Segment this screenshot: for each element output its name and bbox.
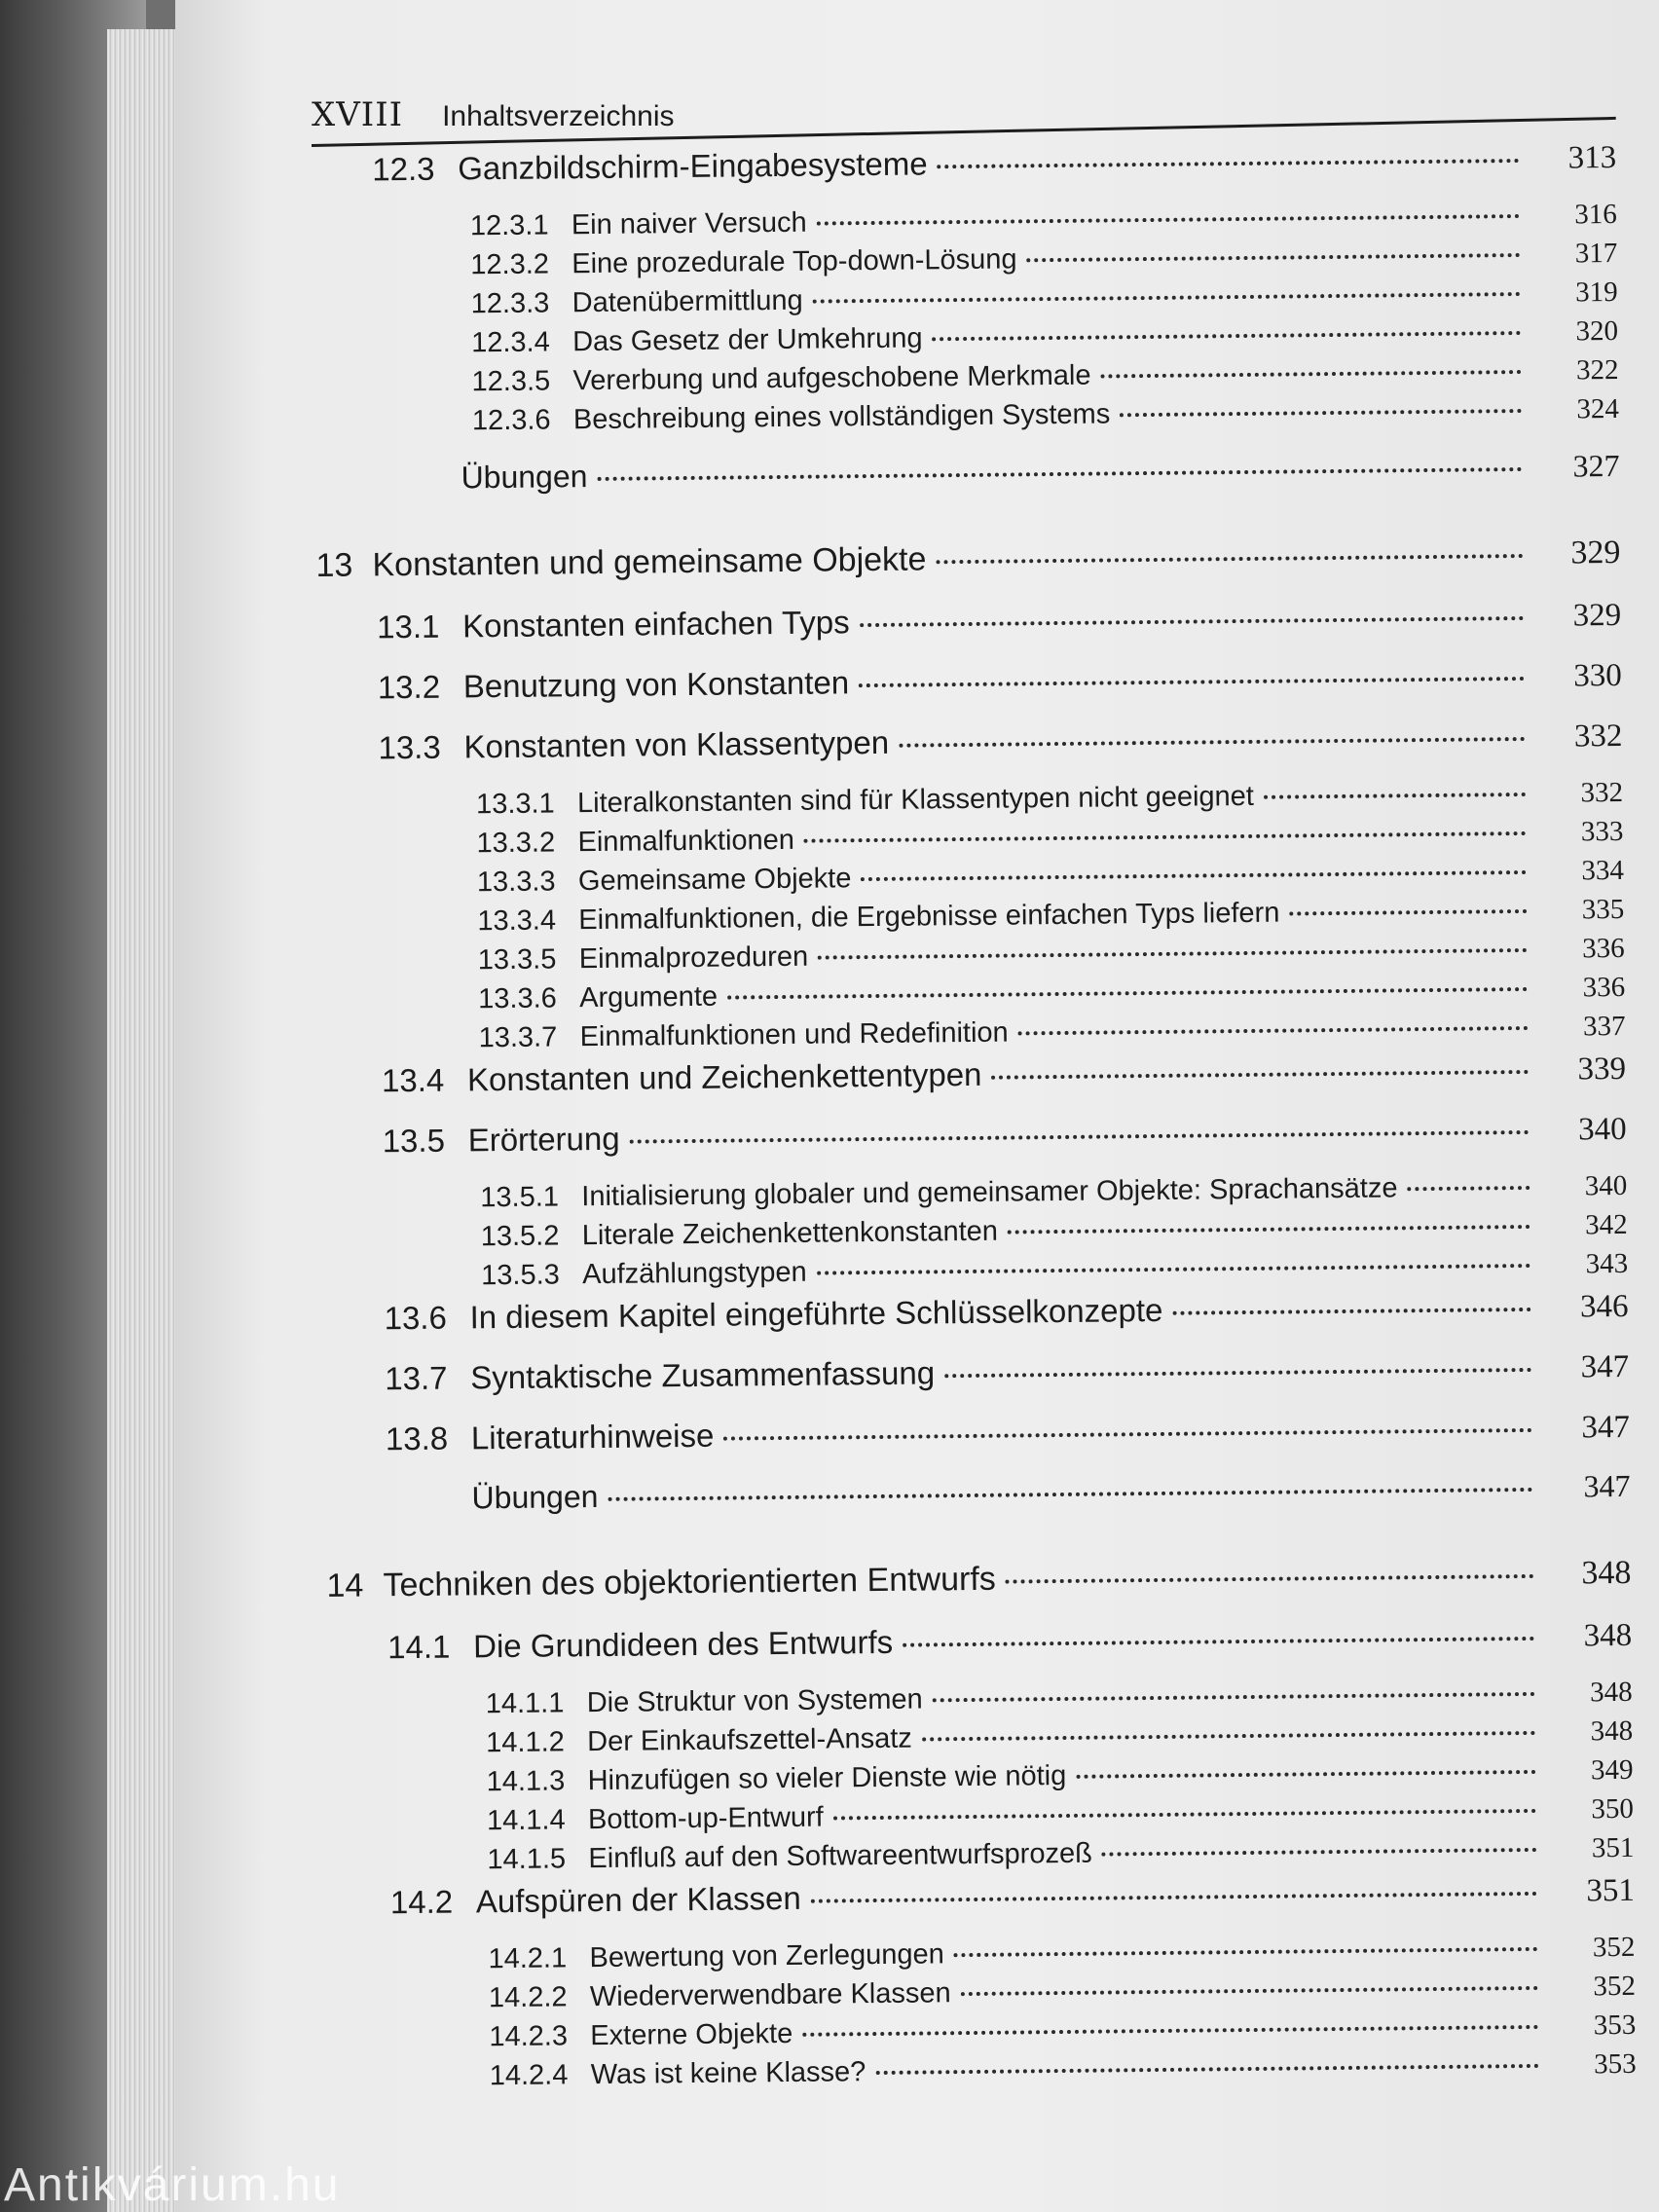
dot-leader bbox=[933, 331, 1522, 341]
entry-number: 13.3.7 bbox=[478, 1021, 558, 1054]
entry-title: Einmalprozeduren bbox=[578, 940, 809, 976]
entry-page: 350 bbox=[1591, 1792, 1635, 1825]
entry-number: 13.7 bbox=[385, 1359, 448, 1397]
dot-leader bbox=[1101, 370, 1522, 379]
entry-page: 346 bbox=[1579, 1288, 1629, 1325]
book-page bbox=[175, 0, 1659, 2212]
entry-page: 347 bbox=[1581, 1409, 1631, 1446]
dot-leader bbox=[817, 1264, 1530, 1275]
entry-title: Die Grundideen des Entwurfs bbox=[472, 1623, 894, 1665]
watermark: Antikvárium.hu bbox=[4, 2159, 341, 2211]
entry-title: Syntaktische Zusammenfassung bbox=[470, 1354, 936, 1396]
entry-title: Aufzählungstypen bbox=[581, 1256, 807, 1291]
chapter-number: 14 bbox=[326, 1567, 364, 1604]
entry-title: Externe Objekte bbox=[590, 2017, 793, 2052]
entry-title: Datenübermittlung bbox=[571, 284, 803, 319]
dot-leader bbox=[1076, 1770, 1535, 1779]
entry-page: 313 bbox=[1567, 139, 1617, 176]
dot-leader bbox=[1172, 1308, 1530, 1315]
entry-title: Einmalfunktionen und Redefinition bbox=[579, 1016, 1009, 1053]
entry-number: 14.1.5 bbox=[487, 1843, 567, 1876]
entry-page: 340 bbox=[1584, 1169, 1628, 1202]
entry-title: Ganzbildschirm-Eingabesysteme bbox=[458, 145, 928, 187]
dot-leader bbox=[922, 1731, 1535, 1742]
dot-leader bbox=[802, 2025, 1538, 2037]
entry-number: 13.6 bbox=[384, 1299, 448, 1337]
dot-leader bbox=[861, 870, 1527, 881]
entry-page: 343 bbox=[1585, 1247, 1629, 1280]
entry-page: 333 bbox=[1580, 815, 1624, 848]
toc-entry-exercises bbox=[314, 448, 1620, 522]
entry-page: 337 bbox=[1582, 1010, 1626, 1043]
entry-number: 14.1.4 bbox=[486, 1804, 566, 1837]
entry-number: 14.2.1 bbox=[488, 1942, 568, 1975]
entry-number: 13.3 bbox=[378, 728, 441, 766]
dot-leader bbox=[1027, 253, 1521, 262]
entry-title: Konstanten von Klassentypen bbox=[463, 723, 890, 765]
entry-title: Argumente bbox=[579, 980, 719, 1014]
dot-leader bbox=[938, 159, 1520, 168]
dot-leader bbox=[899, 737, 1525, 748]
entry-title: Bottom-up-Entwurf bbox=[587, 1801, 824, 1836]
dot-leader bbox=[811, 1892, 1537, 1903]
entry-number: 13.5 bbox=[382, 1122, 446, 1160]
entry-number: 12.3.3 bbox=[470, 287, 550, 320]
entry-title: Wiederverwendbare Klassen bbox=[589, 1977, 951, 2013]
dot-leader bbox=[630, 1130, 1530, 1144]
entry-page: 352 bbox=[1592, 1931, 1636, 1964]
dot-leader bbox=[1408, 1186, 1530, 1191]
entry-title: Konstanten und Zeichenkettentypen bbox=[466, 1055, 982, 1098]
entry-page: 322 bbox=[1575, 353, 1619, 387]
entry-page: 332 bbox=[1580, 776, 1624, 809]
entry-page: 351 bbox=[1591, 1831, 1635, 1864]
entry-page: 349 bbox=[1590, 1753, 1634, 1787]
entry-number: 12.3.1 bbox=[469, 209, 549, 242]
entry-title: Initialisierung globaler und gemeinsamer Objekte: Sprachansätze bbox=[581, 1172, 1398, 1213]
entry-number: 14.2.2 bbox=[488, 1981, 568, 2014]
entry-title: Eine prozedurale Top-down-Lösung bbox=[571, 243, 1017, 280]
dot-leader bbox=[936, 554, 1523, 564]
page-number: XVIII bbox=[312, 95, 404, 134]
entry-number: 13.3.2 bbox=[476, 827, 556, 860]
entry-number: 12.3 bbox=[372, 150, 435, 188]
entry-number: 13.4 bbox=[381, 1061, 445, 1099]
entry-number: 13.3.6 bbox=[478, 982, 557, 1015]
entry-number: 12.3.4 bbox=[470, 326, 550, 359]
entry-page: 324 bbox=[1576, 392, 1620, 425]
dot-leader bbox=[944, 1368, 1531, 1378]
chapter-title: Techniken des objektorientierten Entwurfs bbox=[383, 1560, 997, 1604]
dot-leader bbox=[817, 214, 1520, 226]
entry-page: 329 bbox=[1572, 597, 1622, 634]
entry-number: 13.5.3 bbox=[480, 1259, 560, 1292]
dot-leader bbox=[804, 831, 1527, 843]
dot-leader bbox=[961, 1986, 1538, 1996]
entry-number: 14.1 bbox=[387, 1628, 451, 1666]
page-header bbox=[312, 95, 1616, 134]
entry-title: Was ist keine Klasse? bbox=[590, 2056, 866, 2091]
dot-leader bbox=[1018, 1026, 1529, 1035]
entry-page: 351 bbox=[1586, 1872, 1636, 1909]
entry-page: 347 bbox=[1580, 1348, 1630, 1385]
dot-leader bbox=[1006, 1574, 1534, 1584]
toc-entry-exercises bbox=[325, 1468, 1631, 1542]
chapter-title: Konstanten und gemeinsame Objekte bbox=[372, 540, 927, 584]
entry-page: 347 bbox=[1583, 1467, 1631, 1504]
dot-leader bbox=[608, 1488, 1532, 1501]
dot-leader bbox=[833, 1809, 1536, 1821]
entry-number: 12.3.6 bbox=[471, 404, 551, 437]
entry-page: 340 bbox=[1577, 1111, 1627, 1148]
entry-page: 348 bbox=[1590, 1714, 1634, 1748]
dot-leader bbox=[903, 1637, 1534, 1647]
entry-page: 316 bbox=[1574, 198, 1617, 231]
entry-number: 13.3.3 bbox=[476, 866, 556, 899]
entry-title: Ein naiver Versuch bbox=[571, 206, 807, 241]
dot-leader bbox=[1120, 409, 1522, 417]
entry-title: Konstanten einfachen Typs bbox=[461, 604, 850, 645]
table-of-contents bbox=[312, 132, 1637, 2101]
entry-number: 13.5.1 bbox=[480, 1181, 560, 1214]
entry-number: 13.5.2 bbox=[480, 1220, 560, 1253]
entry-title: Übungen bbox=[461, 459, 588, 496]
entry-page: 348 bbox=[1583, 1617, 1633, 1654]
dot-leader bbox=[1264, 793, 1526, 799]
dot-leader bbox=[813, 292, 1521, 304]
entry-number: 13.8 bbox=[385, 1419, 449, 1457]
entry-number: 13.3.5 bbox=[477, 943, 557, 977]
dot-leader bbox=[727, 987, 1528, 1000]
entry-title: Literaturhinweise bbox=[470, 1417, 715, 1456]
entry-number: 13.3.4 bbox=[477, 904, 557, 938]
dot-leader bbox=[723, 1428, 1532, 1441]
entry-page: 348 bbox=[1590, 1676, 1633, 1709]
entry-title: Hinzufügen so vieler Dienste wie nötig bbox=[587, 1759, 1067, 1797]
entry-title: Gemeinsame Objekte bbox=[577, 863, 852, 898]
entry-page: 332 bbox=[1573, 718, 1623, 755]
running-title: Inhaltsverzeichnis bbox=[442, 100, 675, 132]
dot-leader bbox=[860, 616, 1524, 627]
entry-number: 14.2 bbox=[389, 1883, 454, 1921]
entry-page: 335 bbox=[1581, 893, 1625, 926]
entry-page: 353 bbox=[1593, 2009, 1637, 2042]
dot-leader bbox=[991, 1070, 1529, 1080]
entry-number: 12.3.5 bbox=[471, 365, 551, 398]
dot-leader bbox=[1008, 1225, 1530, 1235]
entry-page: 352 bbox=[1593, 1970, 1637, 2003]
entry-page: 327 bbox=[1572, 447, 1620, 484]
entry-title: Benutzung von Konstanten bbox=[462, 664, 850, 705]
dot-leader bbox=[954, 1947, 1538, 1957]
entry-number: 14.1.3 bbox=[486, 1765, 566, 1798]
entry-title: Erörterung bbox=[467, 1120, 620, 1159]
dot-leader bbox=[597, 467, 1522, 481]
entry-page: 342 bbox=[1585, 1208, 1628, 1241]
entry-page: 339 bbox=[1577, 1051, 1627, 1088]
entry-page: 320 bbox=[1575, 314, 1619, 348]
dot-leader bbox=[818, 948, 1528, 960]
entry-page: 353 bbox=[1594, 2047, 1637, 2081]
entry-title: Bewertung von Zerlegungen bbox=[589, 1938, 945, 1974]
entry-title: In diesem Kapitel eingeführte Schlüsselkonzepte bbox=[469, 1291, 1163, 1336]
entry-title: Beschreibung eines vollständigen Systems bbox=[572, 398, 1111, 436]
entry-title: Literalkonstanten sind für Klassentypen nicht geeignet bbox=[576, 780, 1255, 820]
dot-leader bbox=[933, 1692, 1535, 1702]
entry-title: Einfluß auf den Softwareentwurfsprozeß bbox=[588, 1837, 1093, 1875]
entry-number: 13.3.1 bbox=[475, 788, 555, 821]
entry-page: 336 bbox=[1582, 971, 1626, 1004]
entry-page: 330 bbox=[1573, 657, 1622, 694]
entry-title: Literale Zeichenkettenkonstanten bbox=[581, 1215, 999, 1252]
entry-number: 13.2 bbox=[377, 668, 441, 706]
entry-number: 14.2.4 bbox=[489, 2059, 569, 2092]
entry-page: 334 bbox=[1581, 854, 1625, 887]
entry-number: 14.2.3 bbox=[489, 2020, 569, 2053]
entry-title: Aufspüren der Klassen bbox=[475, 1879, 801, 1920]
entry-number: 14.1.1 bbox=[485, 1687, 565, 1720]
entry-number: 14.1.2 bbox=[486, 1726, 565, 1759]
entry-page: 317 bbox=[1574, 237, 1618, 270]
entry-title: Der Einkaufszettel-Ansatz bbox=[587, 1722, 912, 1758]
entry-number: 13.1 bbox=[376, 608, 440, 645]
entry-title: Vererbung und aufgeschobene Merkmale bbox=[572, 359, 1091, 397]
entry-title: Einmalfunktionen bbox=[577, 824, 795, 859]
entry-title: Die Struktur von Systemen bbox=[586, 1683, 923, 1719]
entry-page: 329 bbox=[1570, 534, 1621, 571]
page-edges bbox=[107, 29, 185, 2212]
dot-leader bbox=[875, 2064, 1538, 2075]
entry-page: 348 bbox=[1581, 1554, 1632, 1592]
entry-title: Übungen bbox=[471, 1478, 599, 1516]
entry-page: 319 bbox=[1574, 276, 1618, 309]
entry-title: Einmalfunktionen, die Ergebnisse einfachen Typs liefern bbox=[578, 897, 1280, 937]
dot-leader bbox=[1289, 909, 1527, 916]
dot-leader bbox=[859, 677, 1525, 687]
entry-title: Das Gesetz der Umkehrung bbox=[571, 322, 923, 358]
chapter-number: 13 bbox=[315, 546, 353, 584]
entry-number: 12.3.2 bbox=[470, 248, 550, 281]
dot-leader bbox=[1102, 1848, 1537, 1857]
entry-page: 336 bbox=[1582, 932, 1625, 965]
